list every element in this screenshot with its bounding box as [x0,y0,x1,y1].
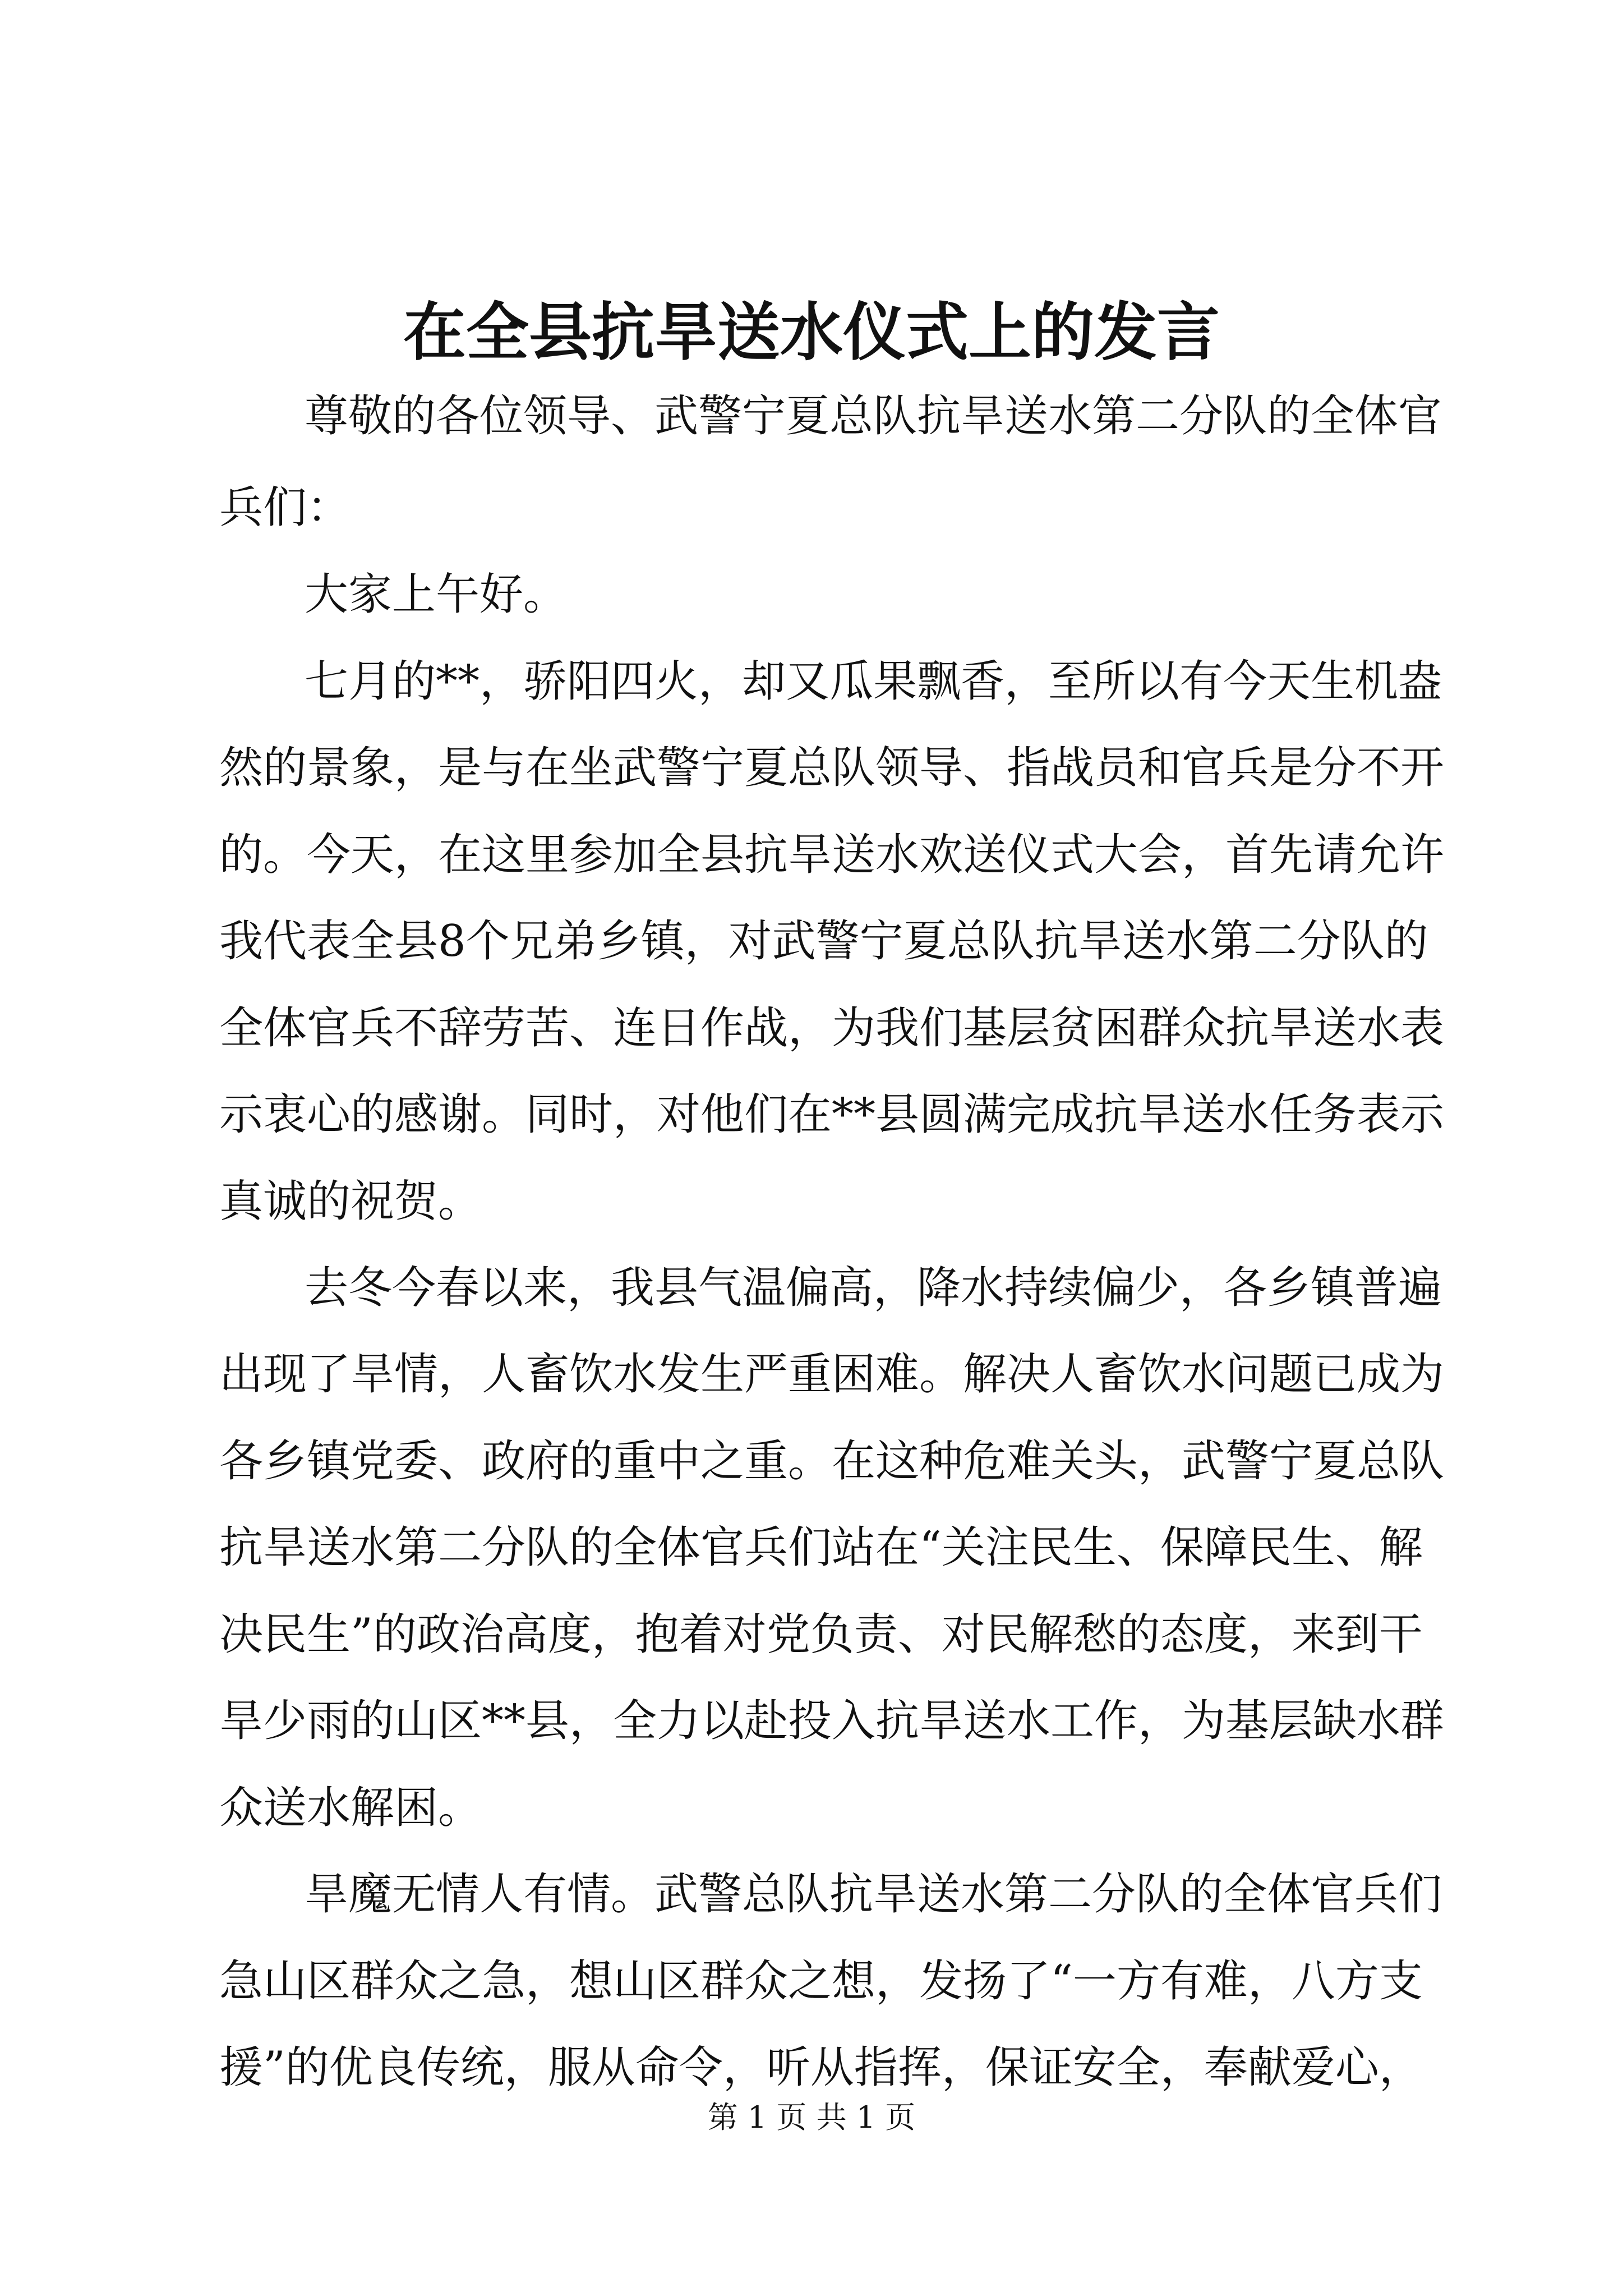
paragraph-line: 去冬今春以来，我县气温偏高，降水持续偏少，各乡镇普遍 [305,1263,1442,1313]
document-title: 在全县抗旱送水仪式上的发言 [403,296,1220,369]
paragraph-line: 大家上午好。 [305,569,568,620]
paragraph-line: 出现了旱情，人畜饮水发生严重困难。解决人畜饮水问题已成为 [219,1349,1445,1400]
paragraph-line: 援”的优良传统，服从命令，听从指挥，保证安全，奉献爱心， [219,2042,1423,2093]
paragraph-line: 决民生”的政治高度，抱着对党负责、对民解愁的态度，来到干 [219,1609,1423,1660]
page-footer: 第 1 页 共 1 页 [707,2100,916,2135]
paragraph-line: 各乡镇党委、政府的重中之重。在这种危难关头，武警宁夏总队 [219,1436,1445,1487]
paragraph-line: 旱魔无情人有情。武警总队抗旱送水第二分队的全体官兵们 [305,1869,1442,1920]
paragraph-line: 尊敬的各位领导、武警宁夏总队抗旱送水第二分队的全体官 [305,391,1442,441]
paragraph-line: 我代表全县8个兄弟乡镇，对武警宁夏总队抗旱送水第二分队的 [219,916,1428,967]
paragraph-line: 的。今天，在这里参加全县抗旱送水欢送仪式大会，首先请允许 [219,830,1445,880]
paragraph-line: 众送水解困。 [219,1783,482,1833]
paragraph-line: 全体官兵不辞劳苦、连日作战，为我们基层贫困群众抗旱送水表 [219,1003,1445,1053]
paragraph-line: 急山区群众之急，想山区群众之想，发扬了“一方有难，八方支 [219,1956,1423,2007]
paragraph-line: 兵们： [219,482,351,533]
paragraph-line: 旱少雨的山区**县，全力以赴投入抗旱送水工作，为基层缺水群 [219,1696,1445,1746]
paragraph-line: 示衷心的感谢。同时，对他们在**县圆满完成抗旱送水任务表示 [219,1089,1445,1140]
paragraph-line: 真诚的祝贺。 [219,1176,482,1227]
paragraph-line: 七月的**，骄阳四火，却又瓜果飘香，至所以有今天生机盎 [305,656,1442,707]
paragraph-line: 然的景象，是与在坐武警宁夏总队领导、指战员和官兵是分不开 [219,743,1445,793]
paragraph-line: 抗旱送水第二分队的全体官兵们站在“关注民生、保障民生、解 [219,1522,1423,1573]
